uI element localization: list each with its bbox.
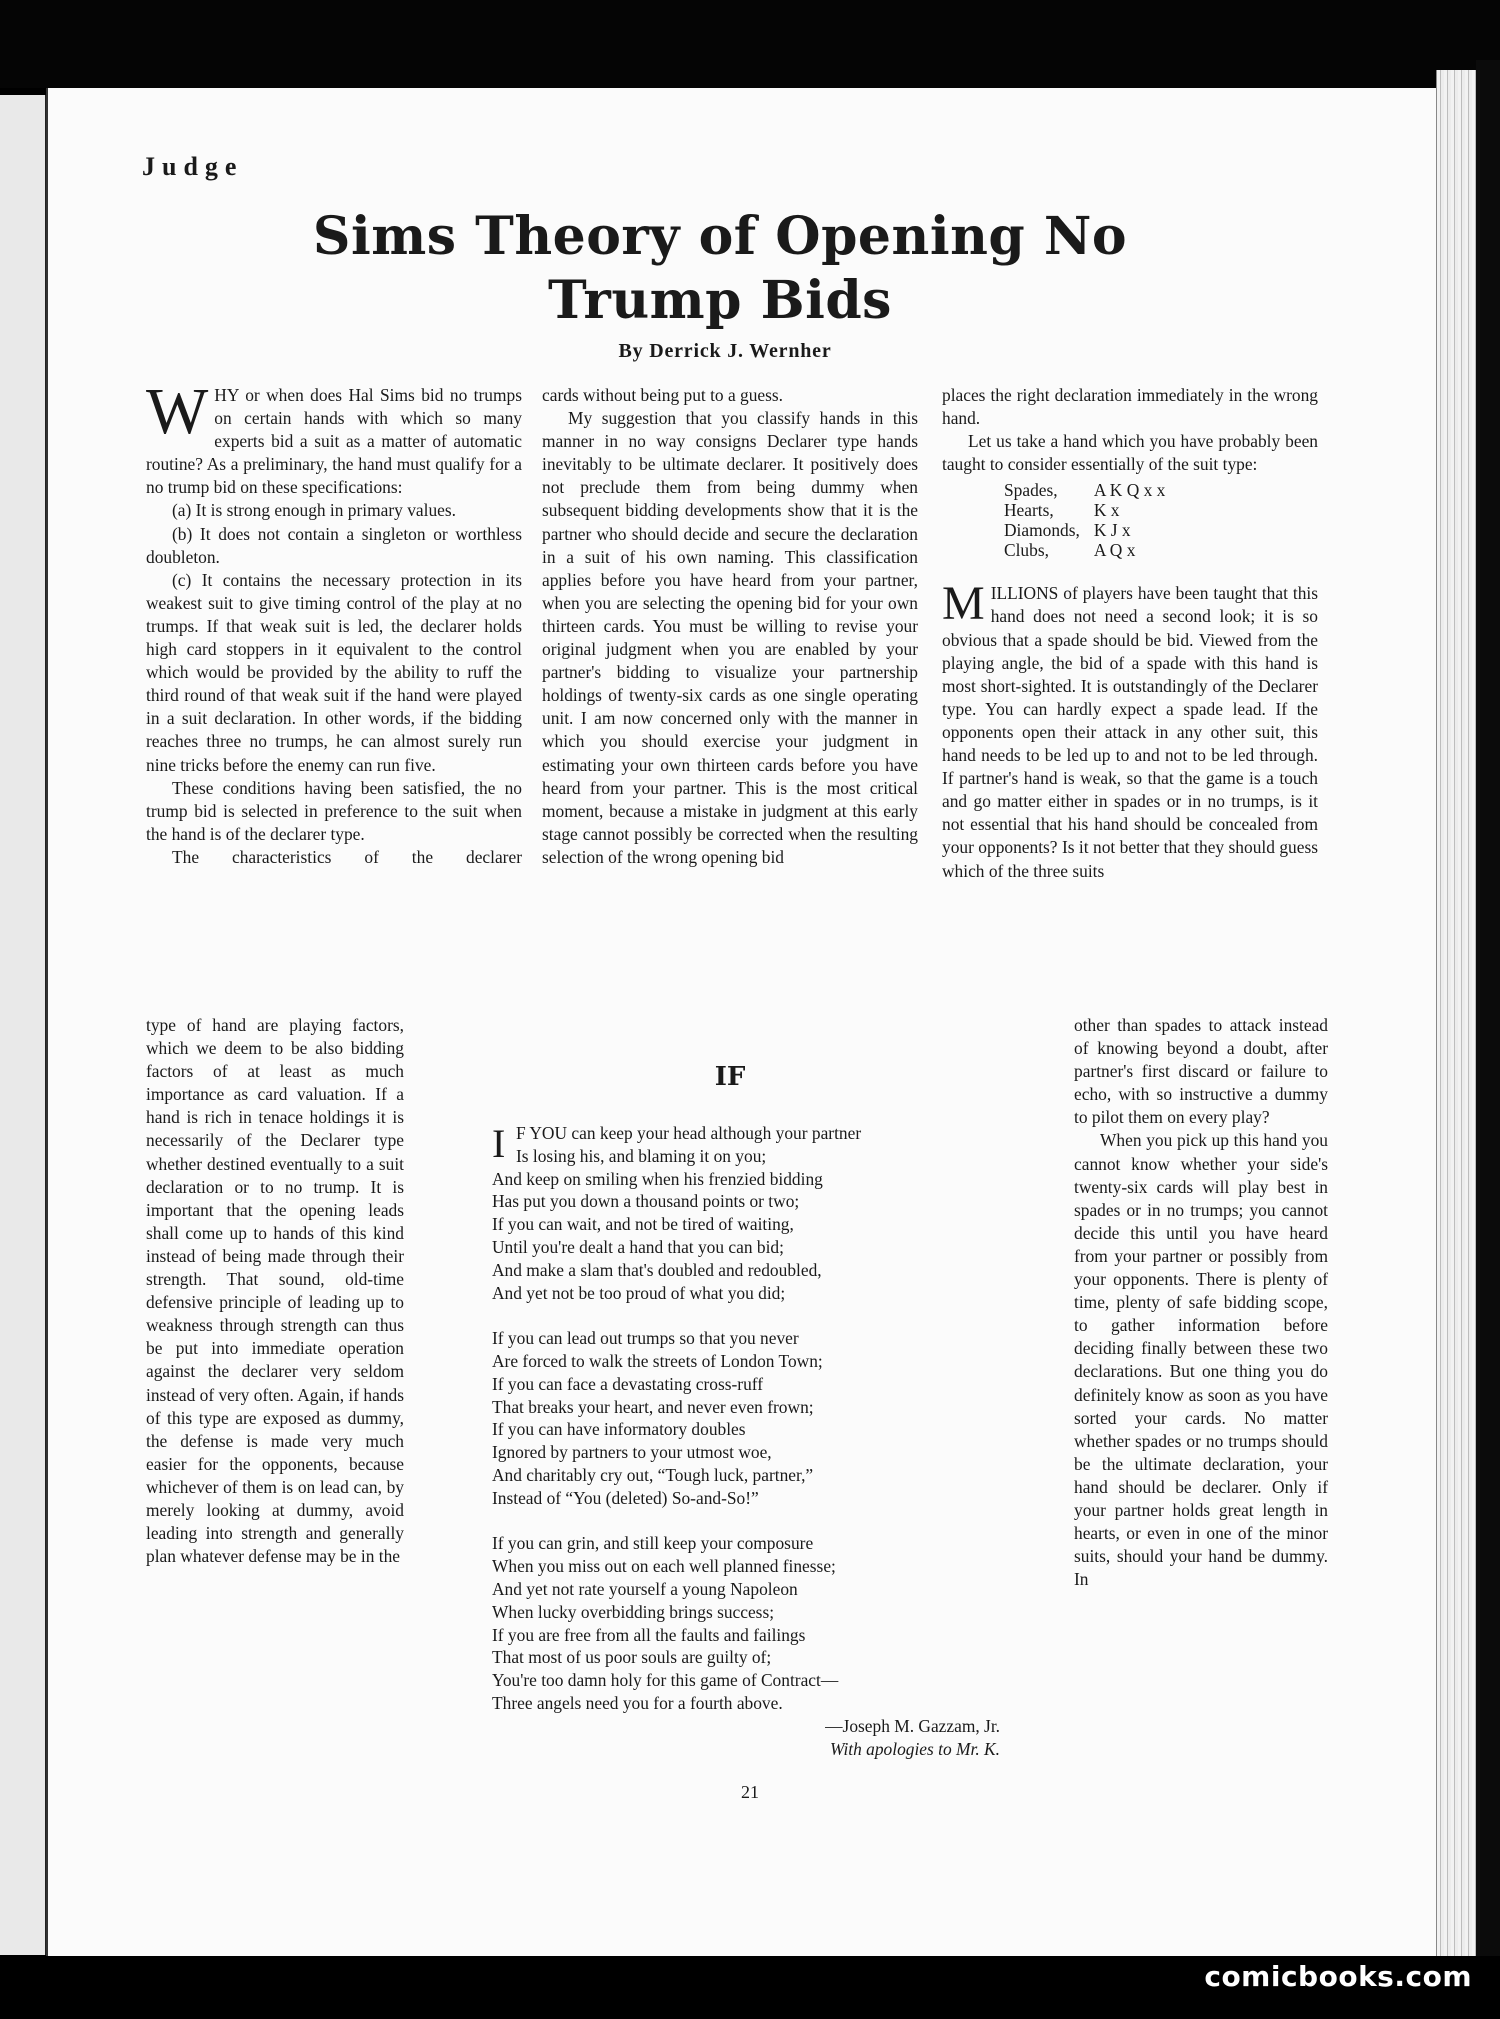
column-3-continued bbox=[1074, 1014, 1328, 1591]
watermark: comicbooks.com bbox=[1204, 1960, 1472, 1993]
poem-line: If you can grin, and still keep your composure bbox=[492, 1533, 814, 1554]
poem-line: If you can have informatory doubles bbox=[492, 1419, 746, 1440]
poem-line-text: F YOU can keep your head although your partner bbox=[516, 1123, 862, 1143]
drop-cap-m: M bbox=[942, 577, 985, 631]
pickup-paragraph: When you pick up this hand you cannot know whether your side's twenty-six cards will play best in spades or in no trumps; you cannot decide this until you have heard from your partner or possibly from your opponents. There is plenty of time, plenty of safe bidding scope, to gather information before deciding finally between these two declarations. But one thing you do definitely know as soon as you have sorted your cards. No matter whether spades or no trumps should be the ultimate declaration, your hand should be declarer. Only if your partner holds great length in hearts, or even in one of the minor suits, should your hand be dummy. In bbox=[1074, 1130, 1328, 1590]
poem-line: Instead of “You (deleted) So-and-So!” bbox=[492, 1487, 759, 1508]
intro-text: HY or when does Hal Sims bid no trumps on certain hands with which so many experts bid a suit as a matter of automatic routine? As a preliminary, the hand must qualify for a no trump bid on these specifications: bbox=[146, 385, 522, 498]
poem-line: When lucky overbidding brings success; bbox=[492, 1601, 775, 1622]
suit-cards: A K Q x x bbox=[1093, 480, 1166, 501]
poem-line: And keep on smiling when his frenzied bidding bbox=[492, 1168, 823, 1189]
facing-page-edge bbox=[0, 95, 48, 1955]
poem-line: Are forced to walk the streets of London Town; bbox=[492, 1350, 823, 1371]
page-stack-edge bbox=[1436, 70, 1476, 1960]
hand-row bbox=[1004, 540, 1179, 560]
declaration-line: places the right declaration immediately in the wrong hand. bbox=[942, 385, 1318, 429]
suit-name: Clubs, bbox=[1004, 540, 1049, 561]
running-head: Judge bbox=[142, 152, 244, 181]
millions-text: ILLIONS of players have been taught that this hand does not need a second look; it is so obvious that a spade should be bid. Viewed from the playing angle, the bid of a spade with this hand is most short-sighted. It is outstandingly of the Declarer type. You can hardly expect a spade lead. If the opponents open their attack in any other suit, this hand needs to be led up to and not to be led through. If partner's hand is weak, so that the game is a touch and go matter either in spades or in no trumps, is it not essential that his hand should be concealed from your opponents? Is it not better that they should guess which of the three suits bbox=[942, 583, 1318, 881]
example-intro: Let us take a hand which you have probably been taught to consider essentially of the suit type: bbox=[942, 431, 1318, 475]
article-title bbox=[200, 205, 1240, 333]
hand-row bbox=[1004, 480, 1179, 500]
characteristics-start: The characteristics of the declarer bbox=[172, 846, 522, 867]
poem-line: When you miss out on each well planned finesse; bbox=[492, 1556, 836, 1577]
poem-line: That breaks your heart, and never even frown; bbox=[492, 1396, 814, 1417]
poem bbox=[492, 1122, 1004, 1760]
suit-cards: A Q x bbox=[1093, 540, 1136, 561]
poem-line: And make a slam that's doubled and redoubled, bbox=[492, 1259, 822, 1280]
poem-line: And charitably cry out, “Tough luck, partner,” bbox=[492, 1464, 814, 1485]
poem-title: IF bbox=[714, 1062, 746, 1092]
page-number: 21 bbox=[741, 1782, 759, 1802]
column-1-continued bbox=[146, 1014, 404, 1568]
scan-right-border bbox=[1476, 60, 1500, 1970]
poem-line: If you are free from all the faults and failings bbox=[492, 1624, 806, 1645]
hand-row bbox=[1004, 520, 1179, 540]
suggestion-paragraph: My suggestion that you classify hands in this manner in no way consigns Declarer type hands inevitably to be ultimate declarer. It positively does not preclude them from being dummy when subsequent bidding developments show that it is the partner who should decide and secure the declaration in a suit of his own naming. This classification applies before you have heard from your partner, when you are selecting the opening bid for your own thirteen cards. You must be willing to revise your original judgment when you are enabled by your partner's bidding to visualize your partnership holdings of twenty-six cards as one single operating unit. I am now concerned only with the manner in which you should exercise your judgment in estimating your own thirteen cards before you have heard from your partner. This is the most critical moment, because a mistake in judgment at this early stage cannot possibly be corrected when the resulting selection of the wrong opening bid bbox=[542, 408, 918, 867]
suit-name: Hearts, bbox=[1004, 500, 1054, 521]
suit-cards: K x bbox=[1093, 500, 1120, 521]
poem-line: If you can wait, and not be tired of waiting, bbox=[492, 1214, 794, 1235]
hand-row bbox=[1004, 500, 1179, 520]
spec-a: (a) It is strong enough in primary values. bbox=[172, 500, 456, 521]
poem-drop-cap: I bbox=[492, 1121, 506, 1166]
poem-line: You're too damn holy for this game of Contract— bbox=[492, 1670, 839, 1691]
conditions-paragraph: These conditions having been satisfied, the no trump bid is selected in preference to the suit when the hand is of the declarer type. bbox=[146, 777, 522, 844]
example-hand-table bbox=[1004, 480, 1179, 560]
poem-line: And yet not be too proud of what you did; bbox=[492, 1282, 786, 1303]
poem-line: Is losing his, and blaming it on you; bbox=[516, 1145, 767, 1166]
poem-signature: —Joseph M. Gazzam, Jr. bbox=[825, 1715, 1000, 1736]
poem-line: That most of us poor souls are guilty of; bbox=[492, 1647, 772, 1668]
column-1 bbox=[146, 375, 522, 869]
title-line-1: Sims Theory of Opening No bbox=[312, 206, 1128, 267]
poem-apology: With apologies to Mr. K. bbox=[829, 1738, 1000, 1759]
stanza-gap bbox=[492, 1510, 1004, 1533]
guess-line: cards without being put to a guess. bbox=[542, 385, 784, 405]
poem-line: And yet not rate yourself a young Napoleon bbox=[492, 1578, 798, 1599]
spec-c: (c) It contains the necessary protection in its weakest suit to give timing control of the play at no trumps. If that weak suit is led, the declarer holds high card stoppers in it equivalent to the control which would be provided by the ability to ruff the third round of that weak suit if the hand were played in a suit declaration. In other words, if the bidding reaches three no trumps, he can almost surely run nine tricks before the enemy can run five. bbox=[146, 569, 522, 775]
poem-line: Ignored by partners to your utmost woe, bbox=[492, 1442, 772, 1463]
scan-top-border bbox=[0, 0, 1500, 88]
drop-cap-w: W bbox=[146, 375, 209, 448]
spec-b: (b) It does not contain a singleton or worthless doubleton. bbox=[146, 523, 522, 567]
characteristics-paragraph: type of hand are playing factors, which we deem to be also bidding factors of at least as much importance as card valuation. If a hand is rich in tenace holdings it is necessarily of the Declarer type whether destined eventually to a suit declaration or to no trump. It is important that the opening leads shall come up to hands of this kind instead of being made through their strength. That sound, old-time defensive principle of leading up to weakness through strength can thus be put into immediate operation against the declarer very seldom instead of very often. Again, if hands of this type are exposed as dummy, the defense is made very much easier for the opponents, because whichever of them is on lead can, by merely looking at dummy, avoid leading into strength and generally plan whatever defense may be in the bbox=[146, 1015, 404, 1567]
suit-cards: K J x bbox=[1093, 520, 1131, 541]
intro-paragraph bbox=[146, 375, 522, 499]
stanza-gap bbox=[492, 1304, 1004, 1327]
suit-name: Spades, bbox=[1004, 480, 1058, 501]
column-3 bbox=[942, 384, 1318, 883]
poem-line: If you can lead out trumps so that you never bbox=[492, 1328, 799, 1349]
poem-line: If you can face a devastating cross-ruff bbox=[492, 1373, 764, 1394]
millions-paragraph bbox=[942, 577, 1318, 882]
poem-line: Has put you down a thousand points or two; bbox=[492, 1191, 800, 1212]
title-line-2: Trump Bids bbox=[548, 270, 892, 331]
poem-line: Three angels need you for a fourth above. bbox=[492, 1692, 783, 1713]
column-2 bbox=[542, 384, 918, 869]
attack-paragraph: other than spades to attack instead of knowing beyond a doubt, after partner's first discard or failure to echo, with so instructive a dummy to pilot them on every play? bbox=[1074, 1015, 1328, 1128]
poem-line: Until you're dealt a hand that you can bid; bbox=[492, 1236, 784, 1257]
byline: By Derrick J. Wernher bbox=[618, 340, 832, 362]
suit-name: Diamonds, bbox=[1004, 520, 1080, 541]
